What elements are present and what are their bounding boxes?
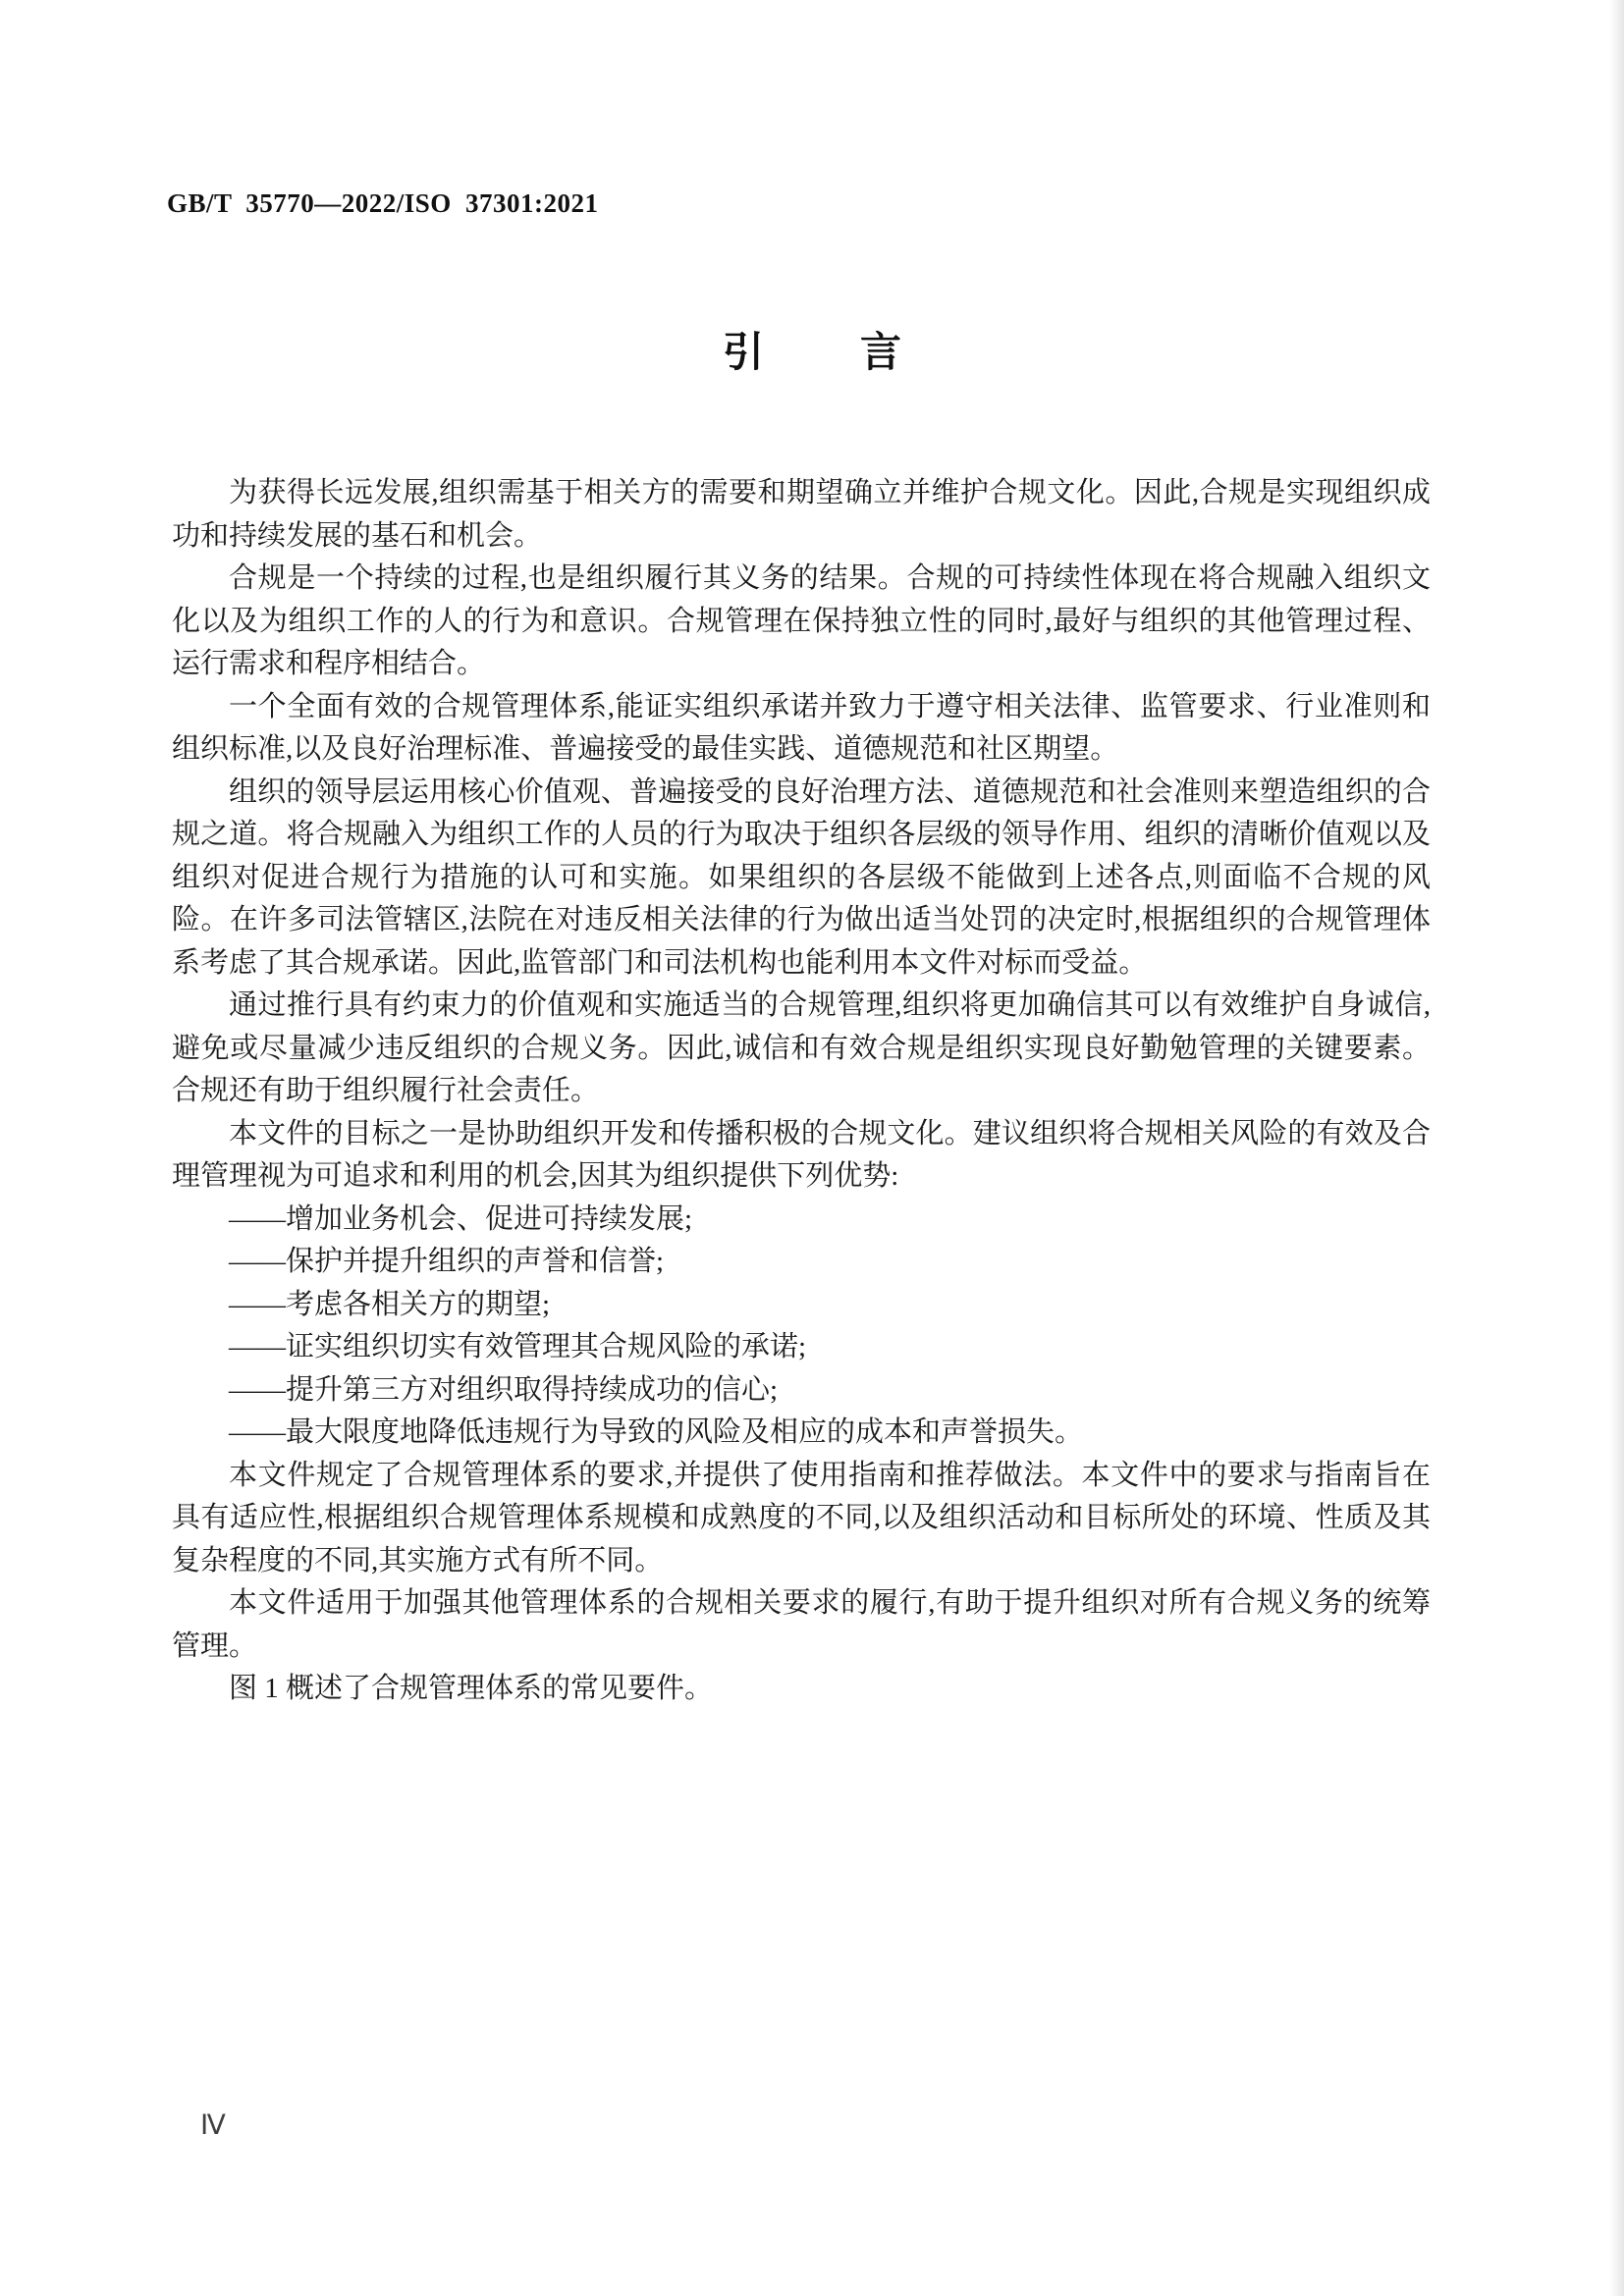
- paragraph: 合规是一个持续的过程,也是组织履行其义务的结果。合规的可持续性体现在将合规融入组织文化以及为组织工作的人的行为和意识。合规管理在保持独立性的同时,最好与组织的其他管理过程、运行需求和程序相结合。: [172, 562, 1431, 679]
- paragraph: 一个全面有效的合规管理体系,能证实组织承诺并致力于遵守相关法律、监管要求、行业准则和组织标准,以及良好治理标准、普遍接受的最佳实践、道德规范和社区期望。: [172, 690, 1431, 765]
- list-item: ——最大限度地降低违规行为导致的风险及相应的成本和声誉损失。: [229, 1416, 1084, 1448]
- list-item: ——增加业务机会、促进可持续发展;: [229, 1202, 693, 1235]
- title-char-first: 引: [722, 329, 764, 375]
- paragraph: 为获得长远发展,组织需基于相关方的需要和期望确立并维护合规文化。因此,合规是实现组织成功和持续发展的基石和机会。: [172, 477, 1431, 552]
- list-item: ——证实组织切实有效管理其合规风险的承诺;: [229, 1331, 807, 1362]
- paragraph: 本文件的目标之一是协助组织开发和传播积极的合规文化。建议组织将合规相关风险的有效及合理管理视为可追求和利用的机会,因其为组织提供下列优势:: [172, 1117, 1431, 1192]
- list-item: ——考虑各相关方的期望;: [229, 1288, 551, 1320]
- paragraph: 本文件规定了合规管理体系的要求,并提供了使用指南和推荐做法。本文件中的要求与指南旨在具有适应性,根据组织合规管理体系规模和成熟度的不同,以及组织活动和目标所处的环境、性质及其复杂程度的不同,其实施方式有所不同。: [172, 1459, 1431, 1576]
- paragraph: 通过推行具有约束力的价值观和实施适当的合规管理,组织将更加确信其可以有效维护自身诚信,避免或尽量减少违反组织的合规义务。因此,诚信和有效合规是组织实现良好勤勉管理的关键要素。合规还有助于组织履行社会责任。: [172, 989, 1431, 1106]
- paragraph: 组织的领导层运用核心价值观、普遍接受的良好治理方法、道德规范和社会准则来塑造组织的合规之道。将合规融入为组织工作的人员的行为取决于组织各层级的领导作用、组织的清晰价值观以及组织对促进合规行为措施的认可和实施。如果组织的各层级不能做到上述各点,则面临不合规的风险。在许多司法管辖区,法院在对违反相关法律的行为做出适当处罚的决定时,根据组织的合规管理体系考虑了其合规承诺。因此,监管部门和司法机构也能利用本文件对标而受益。: [172, 775, 1431, 979]
- page-title: [0, 328, 1624, 377]
- paragraph: 图 1 概述了合规管理体系的常见要件。: [229, 1673, 714, 1704]
- list-item: ——保护并提升组织的声誉和信誉;: [229, 1246, 665, 1277]
- paragraph: 本文件适用于加强其他管理体系的合规相关要求的履行,有助于提升组织对所有合规义务的统筹管理。: [172, 1587, 1431, 1662]
- standard-number-header: GB/T 35770—2022/ISO 37301:2021: [167, 188, 599, 218]
- page-number: Ⅳ: [200, 2110, 226, 2141]
- title-char-second: 言: [860, 329, 902, 375]
- document-body: [172, 472, 1431, 1711]
- list-item: ——提升第三方对组织取得持续成功的信心;: [229, 1373, 779, 1406]
